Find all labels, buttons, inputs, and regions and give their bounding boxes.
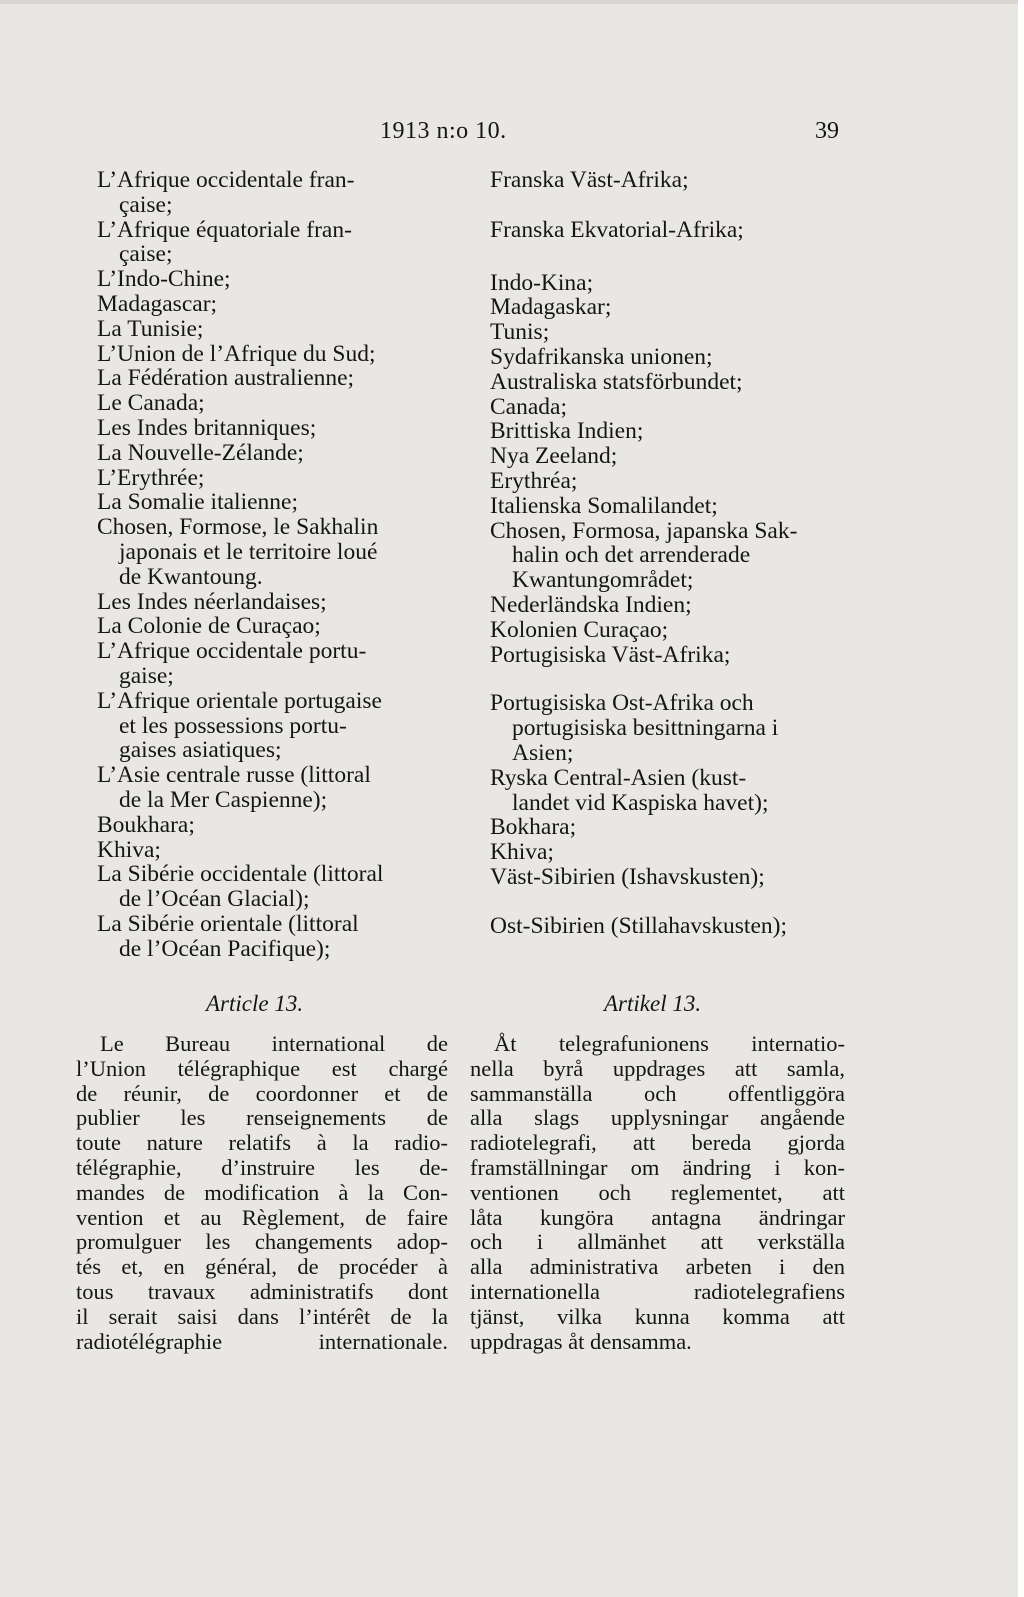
para-line: radiotélégraphie internationale. [76,1328,448,1354]
sv-line: Ost-Sibirien (Stillahavskusten); [490,912,787,939]
para-line: låta kungöra antagna ändringar [470,1204,845,1230]
french-country-list [97,168,447,962]
para-line: alla slags upplysningar angående [470,1105,845,1131]
article-heading-fr: Article 13. [206,991,304,1016]
para-line: tjänst, vilka kunna komma att [470,1303,845,1329]
para-line: framställningar om ändring i kon- [470,1154,845,1180]
sv-line: halin och det arrenderade [512,542,751,569]
fr-line: L’Indo-Chine; [97,266,231,293]
para-line: promulguer les changements adop- [76,1229,448,1255]
fr-line: Chosen, Formose, le Sakhalin [97,514,379,541]
para-line: télégraphie, d’instruire les de- [76,1154,448,1180]
para-line: uppdragas åt densamma. [470,1328,692,1354]
page-top-edge [0,0,1024,4]
sv-line: Franska Ekvatorial-Afrika; [490,216,744,243]
sv-line: Italienska Somalilandet; [490,492,718,519]
fr-line: L’Afrique équatoriale fran- [97,216,352,243]
sv-line: Asien; [512,739,574,766]
sv-line: Australiska statsförbundet; [490,368,743,395]
fr-line: La Tunisie; [97,315,204,342]
fr-line: gaises asiatiques; [119,737,282,764]
page-right-margin [1018,0,1024,1597]
fr-line: L’Union de l’Afrique du Sud; [97,340,376,367]
sv-line: Brittiska Indien; [490,418,644,445]
para-line: internationella radiotelegrafiens [470,1278,845,1304]
fr-line: gaise; [119,662,174,689]
sv-line: Indo-Kina; [490,269,594,296]
sv-line: Madagaskar; [490,294,612,321]
fr-line: L’Afrique occidentale fran- [97,167,355,193]
para-line: vention et au Règlement, de faire [76,1204,448,1230]
fr-line: de l’Océan Pacifique); [119,935,331,962]
sv-line: Chosen, Formosa, japanska Sak- [490,517,798,544]
article-heading-sv: Artikel 13. [604,991,702,1016]
sv-line: Kolonien Curaçao; [490,616,669,643]
fr-line: et les possessions portu- [119,712,347,739]
para-line: alla administrativa arbeten i den [470,1254,845,1280]
sv-line: Khiva; [490,839,554,866]
fr-line: L’Afrique occidentale portu- [97,638,367,665]
fr-line: La Sibérie orientale (littoral [97,910,359,937]
sv-line: portugisiska besittningarna i [512,715,779,742]
para-line: ventionen och reglementet, att [470,1179,845,1205]
sv-line: Bokhara; [490,814,577,841]
para-line: Le Bureau international de [100,1031,448,1056]
para-line: sammanställa och offentliggöra [470,1080,845,1106]
fr-line: çaise; [119,241,173,268]
swedish-country-list [490,168,840,939]
fr-line: de l’Océan Glacial); [119,886,310,913]
fr-line: Madagascar; [97,290,218,317]
para-line: radiotelegrafi, att bereda gjorda [470,1130,845,1156]
fr-line: L’Asie centrale russe (littoral [97,762,371,789]
sv-line: Franska Väst-Afrika; [490,167,689,193]
fr-line: japonais et le territoire loué [119,538,378,565]
fr-line: de Kwantoung. [119,563,263,590]
para-line: l’Union télégraphique est chargé [76,1055,448,1081]
sv-line: Nya Zeeland; [490,443,618,470]
sv-line: Kwantungområdet; [512,567,694,594]
sv-line: Canada; [490,393,567,420]
fr-line: La Somalie italienne; [97,489,298,516]
para-line: tés et, en général, de procéder à [76,1254,448,1280]
fr-line: çaise; [119,191,173,218]
fr-line: L’Afrique orientale portugaise [97,687,382,714]
sv-line: landet vid Kaspiska havet); [512,789,769,816]
sv-line: Sydafrikanska unionen; [490,343,713,370]
sv-line: Nederländska Indien; [490,591,692,618]
para-line: mandes de modification à la Con- [76,1179,448,1205]
para-line: och i allmänhet att verkställa [470,1229,845,1255]
fr-line: Les Indes néerlandaises; [97,588,327,615]
sv-line: Portugisiska Väst-Afrika; [490,641,731,668]
fr-line: Khiva; [97,836,161,863]
page-number: 39 [815,118,839,144]
para-line: Åt telegrafunionens internatio- [494,1031,845,1056]
para-line: publier les renseignements de [76,1105,448,1131]
sv-line: Erythréa; [490,467,578,494]
para-line: tous travaux administratifs dont [76,1278,448,1304]
fr-line: de la Mer Caspienne); [119,786,328,813]
para-line: de réunir, de coordonner et de [76,1080,448,1106]
fr-line: La Nouvelle-Zélande; [97,439,304,466]
running-head: 1913 n:o 10. [380,118,507,144]
article-text-fr [76,1032,448,1354]
fr-line: Le Canada; [97,390,205,417]
fr-line: La Sibérie occidentale (littoral [97,861,384,888]
fr-line: La Fédération australienne; [97,365,355,392]
sv-line: Portugisiska Ost-Afrika och [490,690,754,717]
fr-line: Les Indes britanniques; [97,414,317,441]
fr-line: La Colonie de Curaçao; [97,613,321,640]
fr-line: L’Erythrée; [97,464,205,491]
fr-line: Boukhara; [97,811,195,838]
sv-line: Tunis; [490,319,550,346]
sv-line: Ryska Central-Asien (kust- [490,764,747,791]
para-line: il serait saisi dans l’intérêt de la [76,1303,448,1329]
sv-line: Väst-Sibirien (Ishavskusten); [490,863,765,890]
para-line: toute nature relatifs à la radio- [76,1130,448,1156]
article-text-sv [470,1032,845,1354]
para-line: nella byrå uppdrages att samla, [470,1055,845,1081]
